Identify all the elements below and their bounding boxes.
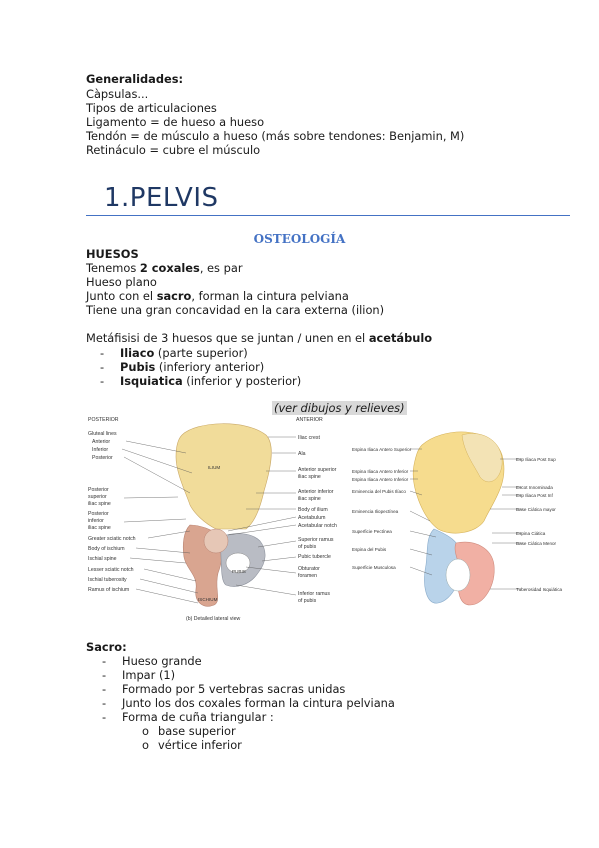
label: Acetabular notch xyxy=(298,523,337,529)
label: Ramus of ischium xyxy=(88,587,130,593)
label-pubis: PUBIS xyxy=(232,569,246,574)
huesos-title: HUESOS xyxy=(86,247,139,261)
label: foramen xyxy=(298,573,318,579)
list-item: - Isquiatica (inferior y posterior) xyxy=(100,374,302,388)
label-anterior: ANTERIOR xyxy=(296,417,323,423)
label: Esp Iliaca Post Sup xyxy=(516,457,556,462)
label: of pubis xyxy=(298,544,317,550)
text-line: Tiene una gran concavidad en la cara externa (ilion) xyxy=(86,303,385,317)
label: Espina Ciática xyxy=(516,531,546,536)
label: iliac spine xyxy=(298,496,321,502)
list-item: - Pubis (inferiory anterior) xyxy=(100,360,265,374)
label: Base Ciática Menor xyxy=(516,541,557,546)
text-line: Tenemos 2 coxales, es par xyxy=(86,261,243,275)
text-line: Tipos de articulaciones xyxy=(86,101,217,115)
label: Tuberosidad Isquiática xyxy=(516,587,563,592)
label: Eminencia del Pubis Ilíaco xyxy=(352,489,406,494)
figure-caption: (ver dibujos y relieves) xyxy=(274,401,405,415)
label: Base Ciática mayor xyxy=(516,507,556,512)
sub-list-item: o base superior xyxy=(142,724,236,738)
label: Superficie Musculosa xyxy=(352,565,396,570)
label: Lesser sciatic notch xyxy=(88,567,134,573)
label: Iliac crest xyxy=(298,435,320,441)
list-item: - Forma de cuña triangular : xyxy=(102,710,274,724)
list-item: - Hueso grande xyxy=(102,654,202,668)
text-line: Tendón = de músculo a hueso (más sobre tendones: Benjamin, M) xyxy=(86,129,465,143)
label: Anterior superior xyxy=(298,467,337,473)
hip-bone-lateral-illustration xyxy=(86,413,356,625)
label: Espina del Pubis xyxy=(352,547,387,552)
label: Espina Iliaca Antero Inferior xyxy=(352,477,409,482)
label-posterior: POSTERIOR xyxy=(88,417,119,423)
generalidades-title: Generalidades: xyxy=(86,72,184,86)
text-line: Càpsulas... xyxy=(86,87,149,101)
list-item: - Junto los dos coxales forman la cintura pelviana xyxy=(102,696,395,710)
label: Espina Iliaca Antero Inferior xyxy=(352,469,409,474)
label: Greater sciatic notch xyxy=(88,536,136,542)
text-line: Metáfisisi de 3 huesos que se juntan / unen en el acetábulo xyxy=(86,331,433,345)
list-item: - Formado por 5 vertebras sacras unidas xyxy=(102,682,346,696)
label: Posterior xyxy=(92,455,113,461)
label: of pubis xyxy=(298,598,317,604)
label-figure-caption: (b) Detailed lateral view xyxy=(186,616,241,622)
sub-list-item: o vértice inferior xyxy=(142,738,242,752)
section-subtitle: OSTEOLOGÍA xyxy=(253,232,346,246)
label: Gluteal lines xyxy=(88,431,117,437)
text-line: Hueso plano xyxy=(86,275,157,289)
list-item: - Impar (1) xyxy=(102,668,176,682)
label: Eminencia Iliopectínea xyxy=(352,509,399,514)
label: Pubic tubercle xyxy=(298,554,331,560)
label: Inferior xyxy=(92,447,109,453)
label: Posterior xyxy=(88,487,109,493)
label: Escot Innominada xyxy=(516,485,553,490)
label: superior xyxy=(88,494,107,500)
text-line: Retináculo = cubre el músculo xyxy=(86,143,261,157)
label: Posterior xyxy=(88,511,109,517)
label: Inferior ramus xyxy=(298,591,330,597)
label: Ischial tuberosity xyxy=(88,577,127,583)
heading-rule xyxy=(86,215,570,216)
label: Anterior xyxy=(92,439,111,445)
label: Acetabulum xyxy=(298,515,326,521)
label: Ischial spine xyxy=(88,556,117,562)
hip-bone-medial-illustration xyxy=(352,425,564,615)
label-ischium: ISCHIUM xyxy=(198,597,218,602)
label: Body of ilium xyxy=(298,507,328,513)
label: Obturator xyxy=(298,566,320,572)
label: Esp Iliaca Post Inf xyxy=(516,493,553,498)
label: Espina Iliaca Antero Superior xyxy=(352,447,412,452)
label: inferior xyxy=(88,518,104,524)
label: Ala xyxy=(298,451,306,457)
list-item: - Iliaco (parte superior) xyxy=(100,346,248,360)
sacro-title: Sacro: xyxy=(86,640,127,654)
label-ilium: ILIUM xyxy=(208,465,221,470)
label: iliac spine xyxy=(88,525,111,531)
label: Superficie Pectínea xyxy=(352,529,392,534)
section-heading: 1.PELVIS xyxy=(104,183,219,213)
label: iliac spine xyxy=(88,501,111,507)
text-line: Ligamento = de hueso a hueso xyxy=(86,115,265,129)
label: iliac spine xyxy=(298,474,321,480)
text-line: Junto con el sacro, forman la cintura pelviana xyxy=(86,289,349,303)
label: Superior ramus xyxy=(298,537,334,543)
label: Anterior inferior xyxy=(298,489,334,495)
label: Body of ischium xyxy=(88,546,125,552)
